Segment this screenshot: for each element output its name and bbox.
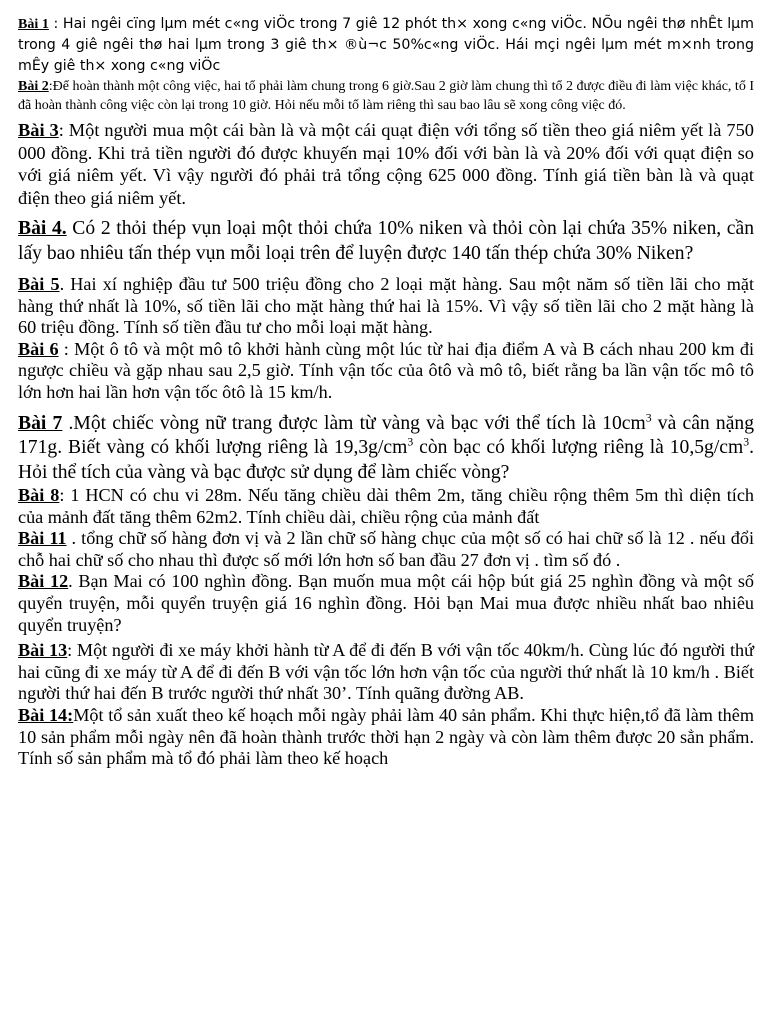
problem-7-text-3: còn bạc có khối lượng riêng là 10,5g/cm	[413, 437, 744, 459]
superscript-3: 3	[645, 411, 652, 425]
problem-6	[18, 339, 754, 404]
problem-13-label: Bài 13	[18, 640, 68, 661]
problem-5	[18, 274, 754, 339]
problem-8-label: Bài 8	[18, 485, 60, 506]
problem-8	[18, 485, 754, 528]
problem-4	[18, 217, 754, 266]
problem-13	[18, 640, 754, 705]
problem-3-text: : Một người mua một cái bàn là và một cái quạt điện với tổng số tiền theo giá niêm yết là 750 000 đồng. Khi trả tiền người đó được khuyến mại 10% đối với bàn là và 20% đối với quạt điện so với giá niêm yết. Vì vậy người đó phải trả tổng cộng 625 000 đồng. Tính giá tiền bàn là và quạt điện theo giá niêm yết.	[18, 120, 754, 208]
problem-4-label: Bài 4.	[18, 218, 67, 239]
problem-4-text: Có 2 thỏi thép vụn loại một thỏi chứa 10% niken và thỏi còn lại chứa 35% niken, cần lấy bao nhiêu tấn thép vụn mỗi loại trên để luyện được 140 tấn thép chứa 30% Niken?	[18, 218, 754, 264]
problem-6-label: Bài 6	[18, 338, 59, 359]
problem-12	[18, 571, 754, 636]
problem-1-text: : Hai ngêi cïng lµm mét c«ng viÖc trong 7 giê 12 phót th× xong c«ng viÖc. NÕu ngêi thø nhÊt lµm trong 4 giê ngêi thø hai lµm trong 3 giê th× ®ù¬c 50%c«ng viÖc. Hái mçi ngêi lµm mét m×nh trong mÊy giê th× xong c«ng viÖc	[18, 16, 755, 74]
problem-11	[18, 528, 754, 571]
problem-8-text: : 1 HCN có chu vi 28m. Nếu tăng chiều dài thêm 2m, tăng chiều rộng thêm 5m thì diện tích của mảnh đất tăng thêm 62m2. Tính chiều dài, chiều rộng của mảnh đất	[18, 485, 754, 527]
problem-11-label: Bài 11	[18, 528, 67, 549]
problem-1	[18, 14, 754, 77]
problem-7-text-1: .Một chiếc vòng nữ trang được làm từ vàng và bạc với thể tích là 10cm	[62, 412, 646, 434]
problem-3	[18, 119, 754, 209]
problem-2-label: Bài 2	[18, 79, 49, 94]
problem-3-label: Bài 3	[18, 120, 59, 140]
problem-2	[18, 77, 754, 115]
problem-7-text-4: . Hỏi thể tích của vàng và bạc được sử dụng để làm chiếc vòng?	[18, 437, 754, 483]
problem-7-label: Bài 7	[18, 412, 63, 434]
problem-6-text: : Một ô tô và một mô tô khởi hành cùng một lúc từ hai địa điểm A và B cách nhau 200 km đi ngược chiều và gặp nhau sau 2,5 giờ. Tính vận tốc của ôtô và mô tô, biết rằng ba lần vận tốc mô tô lớn hơn hai lần hơn vận tốc ôtô là 15 km/h.	[18, 338, 754, 402]
superscript-3: 3	[743, 435, 750, 449]
problem-14-label: Bài 14:	[18, 705, 74, 725]
problem-14-text: Một tổ sản xuất theo kế hoạch mỗi ngày phải làm 40 sản phẩm. Khi thực hiện,tổ đã làm thêm 10 sản phẩm mỗi ngày nên đã hoàn thành trước thời hạn 2 ngày và còn làm thêm được 20 sẳn phẩm. Tính số sản phẩm mà tổ đó phải làm theo kế hoạch	[18, 705, 754, 769]
problem-13-text: : Một người đi xe máy khởi hành từ A để đi đến B với vận tốc 40km/h. Cùng lúc đó người thứ hai cũng đi xe máy từ A để đi đến B với vận tốc lớn hơn vận tốc của người thứ nhất là 10 km/h . Biết người thứ hai đến B trước người thứ nhất 30’. Tính quãng đường AB.	[18, 640, 755, 704]
problem-7	[18, 412, 754, 486]
problem-7-text-2: và cân nặng 171g. Biết vàng có khối lượng riêng là 19,3g/cm	[18, 412, 754, 459]
superscript-3: 3	[407, 435, 414, 449]
problem-5-label: Bài 5	[18, 274, 60, 294]
document-page	[18, 14, 754, 770]
problem-2-text: :Để hoàn thành một công việc, hai tổ phải làm chung trong 6 giờ.Sau 2 giờ làm chung thì tổ 2 được điều đi làm việc khác, tổ I đã hoàn thành công việc còn lại trong 10 giờ. Hỏi nếu mỗi tổ làm riêng thì sau bao lâu sẽ xong công việc đó.	[18, 79, 754, 113]
problem-14	[18, 705, 754, 770]
problem-5-text: . Hai xí nghiệp đầu tư 500 triệu đồng cho 2 loại mặt hàng. Sau một năm số tiền lãi cho mặt hàng thứ nhất là 10%, số tiền lãi cho mặt hàng thứ hai là 15%. Vì vậy số tiền lãi cho 2 mặt hàng là 60 triệu đồng. Tính số tiền đầu tư cho mỗi loại mặt hàng.	[18, 274, 754, 338]
problem-12-label: Bài 12	[18, 571, 69, 592]
problem-1-label: Bài 1	[18, 17, 49, 32]
problem-11-text: . tổng chữ số hàng đơn vị và 2 lần chữ số hàng chục của một số có hai chữ số là 12 . nếu đổi chỗ hai chữ số cho nhau thì được số mới lớn hơn số ban đầu 27 đơn vị . tìm số đó .	[18, 528, 755, 570]
problem-12-text: . Bạn Mai có 100 nghìn đồng. Bạn muốn mua một cái hộp bút giá 25 nghìn đồng và một số quyển truyện, mỗi quyển truyện giá 16 nghìn đồng. Hỏi bạn Mai mua được nhiều nhất bao nhiêu quyển truyện?	[18, 571, 754, 635]
